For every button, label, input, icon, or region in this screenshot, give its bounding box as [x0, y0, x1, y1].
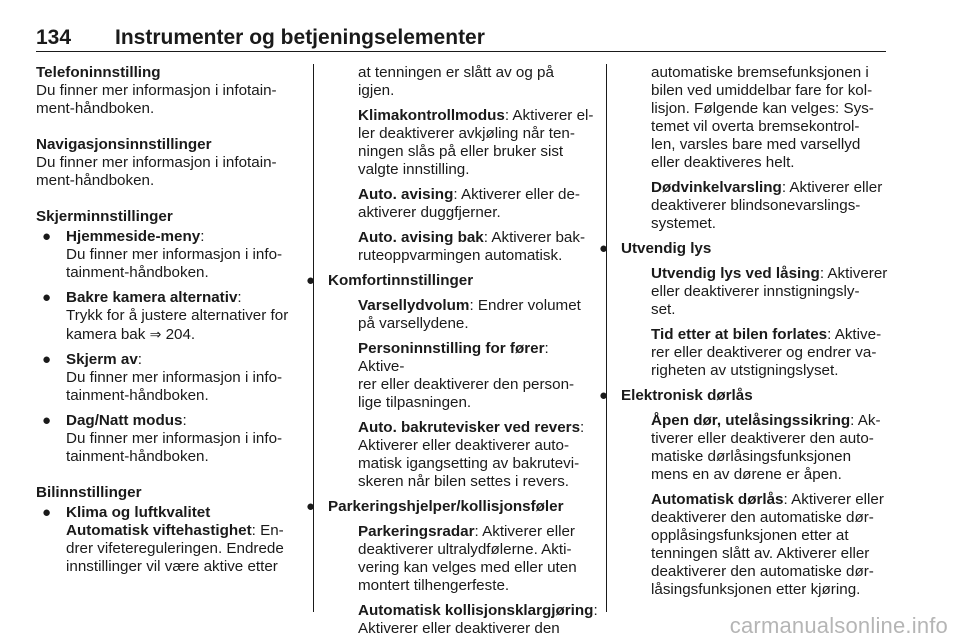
section-heading: Skjerminnstillinger [36, 208, 173, 225]
bullet-icon: ● [42, 228, 52, 245]
column-divider-2 [606, 64, 607, 612]
bullet-icon: ● [599, 240, 609, 257]
list-item: Auto. avising: Aktiverer eller de- aktiverer duggfjerner. [358, 186, 580, 221]
list-item: ● Hjemmeside-meny: Du finner mer informasjon i info- tainment-håndboken. [42, 228, 283, 281]
section-telephone: Telefoninnstilling Du finner mer informasjon i infotain- ment-håndboken. [36, 64, 304, 118]
list-item: Dødvinkelvarsling: Aktiverer eller deaktiverer blindsonevarslings- systemet. [651, 179, 883, 232]
section-heading: Telefoninnstilling [36, 64, 161, 81]
list-item: ● Klima og luftkvalitet Automatisk viftehastighet: En- drer vifetereguleringen. Endrede innstillinger vil være aktive etter [42, 504, 284, 575]
list-item: Personinnstilling for fører: Aktive- rer eller deaktiverer den person- lige tilpasningen. [358, 340, 575, 411]
list-item: ● Utvendig lys [599, 240, 712, 257]
header-rule [36, 51, 886, 52]
column-3: automatiske bremsefunksjonen i bilen ved umiddelbar fare for kol- lisjon. Følgende kan velges: Sys- temet vil overta bremsekontrol- len, varsles bare med varsellyd eller deaktiveres helt. Dødvinkelvarsling: Aktiverer eller deaktiverer blindsonevarslings- systemet. ● Utvendig lys Utvendig lys ved låsing: Aktiverer eller deaktiverer innstigningsly- set. Tid etter at bilen forlates: Aktive- rer eller deaktiverer og endrer va- righeten av utstigningslyset. ● Elektronisk dørlås Åpen dør, utelåsingssikring: Ak- tiverer eller deaktiverer den auto- matiske dørlåsingsfunksjonen mens en av dørene er åpen. Automatisk dørlås: Aktiverer eller deaktiverer den automatiske dør- opplåsingsfunksjonen etter at tenningen slått av. Aktiverer eller deaktiverer den automatiske dør- låsingsfunksjonen etter kjøring. [651, 64, 891, 599]
list-item: Automatisk kollisjonsklargjøring: Aktiverer eller deaktiverer den [358, 602, 598, 637]
column-divider-1 [313, 64, 314, 612]
list-item: Parkeringsradar: Aktiverer eller deaktiverer ultralydfølerne. Akti- vering kan velges med eller uten montert tilhengerfeste. [358, 523, 577, 594]
bullet-icon: ● [306, 272, 316, 289]
bullet-icon: ● [42, 289, 52, 306]
list-item: Auto. avising bak: Aktiverer bak- ruteoppvarmingen automatisk. [358, 229, 586, 264]
list-item: Åpen dør, utelåsingssikring: Ak- tiverer eller deaktiverer den auto- matiske dørlåsingsfunksjonen mens en av dørene er åpen. [651, 412, 881, 483]
bullet-icon: ● [306, 498, 316, 515]
list-item: Varsellydvolum: Endrer volumet på varsellydene. [358, 297, 581, 332]
watermark: carmanualsonline.info [729, 613, 948, 638]
section-navigation: Navigasjonsinnstillinger Du finner mer informasjon i infotain- ment-håndboken. [36, 136, 304, 190]
bullet-icon: ● [599, 387, 609, 404]
section-screen [36, 208, 304, 466]
list-item: ● Parkeringshjelper/kollisjonsføler [306, 498, 564, 515]
section-heading: Navigasjonsinnstillinger [36, 136, 212, 153]
list-item: ● Dag/Natt modus: Du finner mer informasjon i info- tainment-håndboken. [42, 412, 283, 465]
column-1 [36, 64, 304, 576]
bullet-icon: ● [42, 412, 52, 429]
list-item: ● Komfortinnstillinger [306, 272, 474, 289]
bullet-icon: ● [42, 504, 52, 521]
list-item: ● Elektronisk dørlås [599, 387, 753, 404]
page-title: Instrumenter og betjeningselementer [115, 26, 485, 49]
list-item: Automatisk dørlås: Aktiverer eller deaktiverer den automatiske dør- opplåsingsfunksjonen etter at tenningen slått av. Aktiverer eller deaktiverer den automatiske dør- låsingsfunksjonen etter kjøring. [651, 491, 884, 598]
bullet-icon: ● [42, 351, 52, 368]
column-2: at tenningen er slått av og på igjen. Klimakontrollmodus: Aktiverer el- ler deaktiverer avkjøling når ten- ningen slås på eller bruker sist valgte innstilling. Auto. avising: Aktiverer eller de- aktiverer duggfjerner. Auto. avising bak: Aktiverer bak- ruteoppvarmingen automatisk. ● Komfortinnstillinger Varsellydvolum: Endrer volumet på varsellydene. Personinnstilling for fører: Aktive- rer eller deaktiverer den person- lige tilpasningen. Auto. bakrutevisker ved revers: Aktiverer eller deaktiverer auto- matisk igangsetting av bakrutevi- skeren når bilen settes i revers. ● Parkeringshjelper/kollisjonsføler Parkeringsradar: Aktiverer eller deaktiverer ultralydfølerne. Akti- vering kan velges med eller uten montert tilhengerfeste. Automatisk kollisjonsklargjøring: Aktiverer eller deaktiverer den [306, 64, 598, 637]
list-item: Tid etter at bilen forlates: Aktive- rer eller deaktiverer og endrer va- righeten av utstigningslyset. [651, 326, 882, 379]
page-number: 134 [36, 26, 72, 49]
section-car [36, 484, 304, 576]
list-item: ● Skjerm av: Du finner mer informasjon i info- tainment-håndboken. [42, 351, 283, 404]
page-reference-arrow-icon: ⇒ [149, 326, 162, 342]
list-item: ● Bakre kamera alternativ: Trykk for å justere alternativer for kamera bak ⇒ 204. [42, 289, 289, 343]
list-item: Utvendig lys ved låsing: Aktiverer eller deaktiverer innstigningsly- set. [651, 265, 888, 318]
list-item: Auto. bakrutevisker ved revers: Aktiverer eller deaktiverer auto- matisk igangsetting av bakrutevi- skeren når bilen settes i revers. [358, 419, 585, 490]
section-heading: Bilinnstillinger [36, 484, 142, 501]
page-header [36, 26, 886, 54]
list-item: Klimakontrollmodus: Aktiverer el- ler deaktiverer avkjøling når ten- ningen slås på eller bruker sist valgte innstilling. [358, 107, 594, 178]
